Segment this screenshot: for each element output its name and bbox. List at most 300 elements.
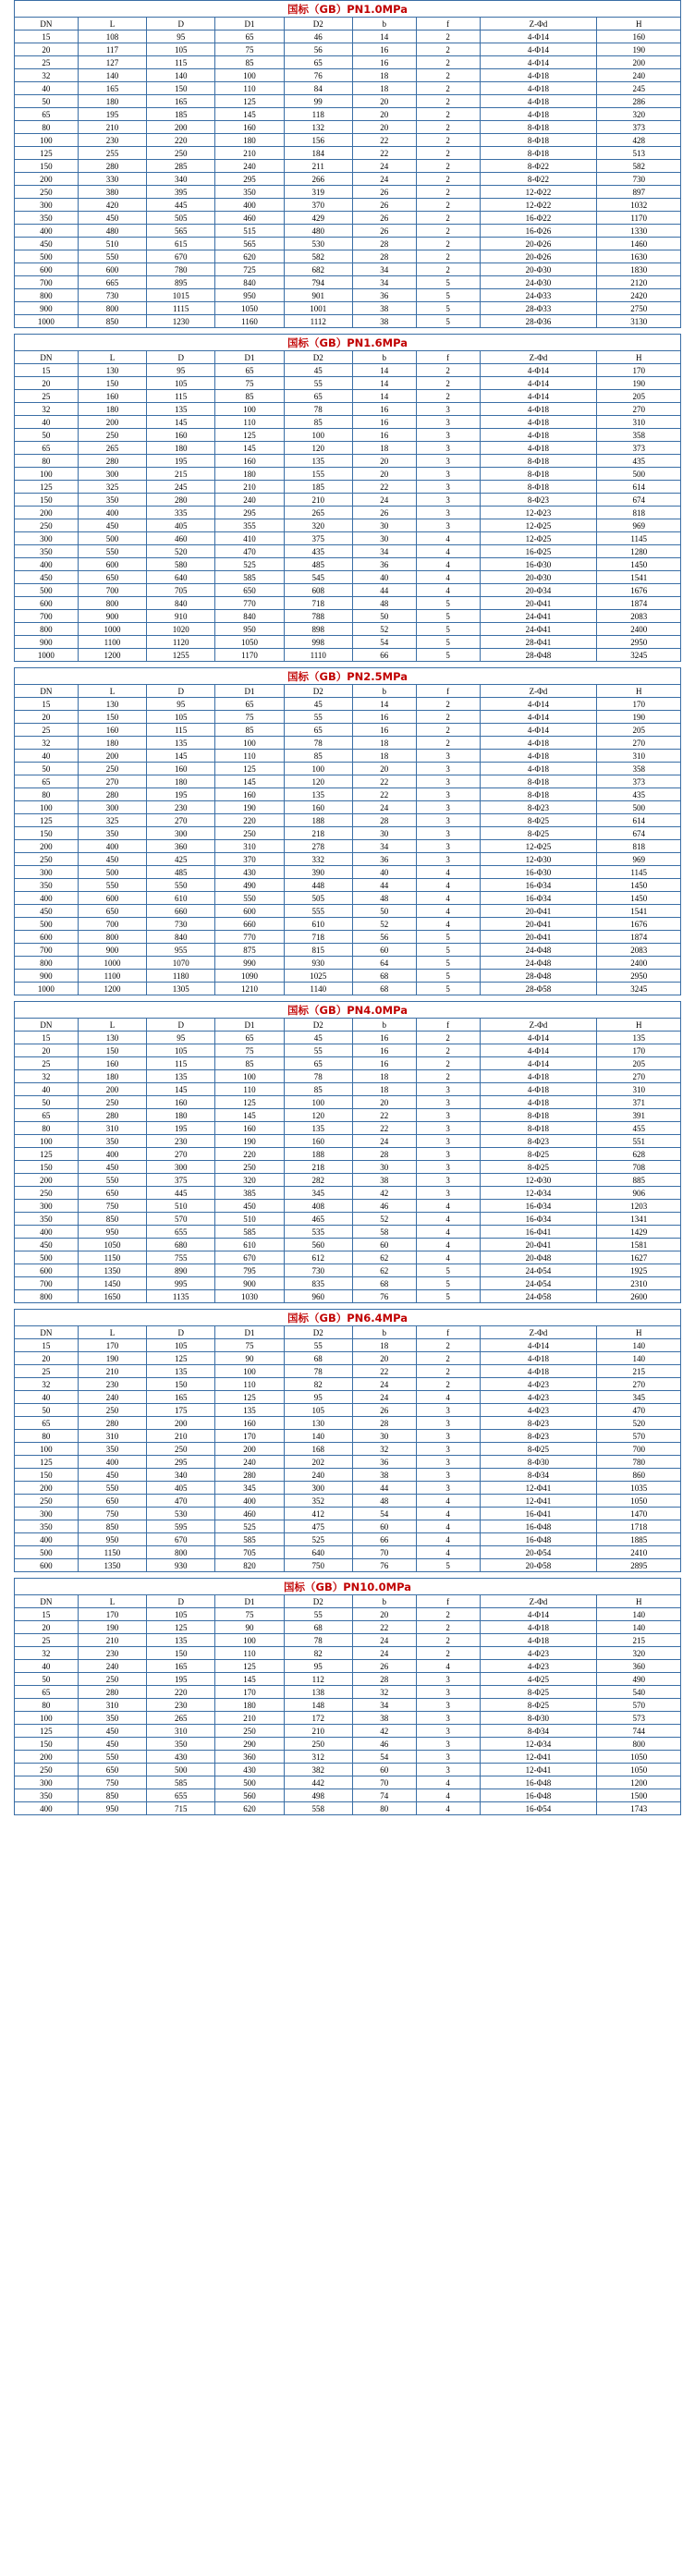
table-cell: 4 (416, 1508, 480, 1520)
table-cell: 85 (215, 1057, 284, 1070)
table-row (15, 250, 681, 263)
table-cell: 211 (284, 160, 352, 173)
table-cell: 560 (284, 1239, 352, 1251)
table-row (15, 788, 681, 801)
column-header: D2 (284, 18, 352, 31)
table-cell: 20 (352, 95, 416, 108)
table-cell: 901 (284, 289, 352, 302)
table-cell: 650 (78, 1764, 146, 1776)
table-cell: 1630 (597, 250, 681, 263)
table-cell: 950 (78, 1802, 146, 1815)
table-cell: 600 (15, 263, 79, 276)
table-cell: 25 (15, 724, 79, 737)
table-cell: 240 (215, 160, 284, 173)
table-cell: 818 (597, 840, 681, 853)
table-cell: 4 (416, 1226, 480, 1239)
table-title: 国标（GB）PN10.0MPa (15, 1579, 681, 1595)
table-cell: 210 (147, 1430, 215, 1443)
table-cell: 5 (416, 315, 480, 328)
table-cell: 4-Φ18 (480, 403, 597, 416)
table-cell: 655 (147, 1226, 215, 1239)
table-cell: 170 (597, 698, 681, 711)
table-cell: 1015 (147, 289, 215, 302)
table-cell: 350 (78, 827, 146, 840)
table-cell: 250 (147, 147, 215, 160)
table-cell: 168 (284, 1443, 352, 1456)
table-cell: 45 (284, 364, 352, 377)
table-cell: 460 (147, 532, 215, 545)
table-cell: 500 (15, 1251, 79, 1264)
table-cell: 550 (78, 1174, 146, 1187)
table-cell: 3 (416, 1083, 480, 1096)
table-cell: 2 (416, 82, 480, 95)
table-row (15, 1634, 681, 1647)
table-cell: 20 (15, 1352, 79, 1365)
table-cell: 950 (78, 1533, 146, 1546)
table-cell: 455 (597, 1122, 681, 1135)
table-cell: 2 (416, 698, 480, 711)
table-cell: 600 (78, 558, 146, 571)
table-title-row (15, 1002, 681, 1019)
table-cell: 215 (597, 1365, 681, 1378)
table-cell: 100 (15, 1135, 79, 1148)
table-cell: 20 (352, 455, 416, 468)
table-cell: 450 (215, 1200, 284, 1213)
table-cell: 910 (147, 610, 215, 623)
table-cell: 55 (284, 1339, 352, 1352)
table-cell: 375 (284, 532, 352, 545)
table-cell: 1885 (597, 1533, 681, 1546)
table-cell: 3 (416, 1417, 480, 1430)
table-cell: 200 (78, 750, 146, 763)
column-header: H (597, 1595, 681, 1608)
table-cell: 582 (284, 250, 352, 263)
table-cell: 320 (597, 1647, 681, 1660)
table-cell: 280 (78, 160, 146, 173)
table-cell: 4 (416, 1495, 480, 1508)
flange-table (14, 1309, 681, 1572)
table-cell: 3 (416, 763, 480, 775)
table-cell: 125 (15, 1148, 79, 1161)
table-cell: 4 (416, 584, 480, 597)
table-cell: 210 (284, 494, 352, 507)
table-cell: 150 (15, 827, 79, 840)
table-cell: 210 (215, 147, 284, 160)
table-cell: 640 (147, 571, 215, 584)
table-cell: 16 (352, 711, 416, 724)
table-cell: 2 (416, 1032, 480, 1044)
table-cell: 8-Φ23 (480, 1417, 597, 1430)
table-cell: 1203 (597, 1200, 681, 1213)
table-cell: 280 (78, 788, 146, 801)
table-cell: 1145 (597, 532, 681, 545)
table-cell: 65 (215, 698, 284, 711)
table-cell: 1718 (597, 1520, 681, 1533)
table-row (15, 1277, 681, 1290)
table-title-row (15, 1310, 681, 1326)
table-cell: 20-Φ41 (480, 905, 597, 918)
table-cell: 382 (284, 1764, 352, 1776)
table-cell: 28 (352, 1417, 416, 1430)
table-cell: 551 (597, 1135, 681, 1148)
table-cell: 12-Φ41 (480, 1482, 597, 1495)
table-cell: 380 (78, 186, 146, 199)
table-cell: 30 (352, 827, 416, 840)
table-cell: 650 (215, 584, 284, 597)
table-row (15, 584, 681, 597)
table-cell: 850 (78, 315, 146, 328)
column-header: D1 (215, 18, 284, 31)
table-cell: 5 (416, 957, 480, 970)
table-cell: 800 (78, 597, 146, 610)
table-cell: 5 (416, 276, 480, 289)
table-cell: 48 (352, 597, 416, 610)
table-cell: 40 (15, 416, 79, 429)
table-row (15, 545, 681, 558)
table-cell: 788 (284, 610, 352, 623)
table-cell: 20-Φ34 (480, 584, 597, 597)
table-row (15, 1404, 681, 1417)
table-cell: 550 (78, 545, 146, 558)
table-cell: 270 (147, 1148, 215, 1161)
table-cell: 5 (416, 1264, 480, 1277)
table-cell: 705 (215, 1546, 284, 1559)
table-row (15, 931, 681, 944)
table-cell: 105 (147, 377, 215, 390)
table-cell: 38 (352, 1712, 416, 1725)
table-cell: 4-Φ14 (480, 1339, 597, 1352)
table-cell: 50 (15, 1404, 79, 1417)
table-cell: 450 (78, 212, 146, 225)
table-cell: 840 (215, 276, 284, 289)
table-cell: 400 (78, 507, 146, 519)
table-cell: 620 (215, 250, 284, 263)
table-cell: 160 (147, 1096, 215, 1109)
table-cell: 65 (284, 724, 352, 737)
table-cell: 730 (78, 289, 146, 302)
table-cell: 200 (215, 1443, 284, 1456)
table-cell: 835 (284, 1277, 352, 1290)
table-row (15, 43, 681, 56)
table-cell: 4-Φ18 (480, 1365, 597, 1378)
table-cell: 4 (416, 1533, 480, 1546)
table-cell: 75 (215, 43, 284, 56)
table-row (15, 597, 681, 610)
table-cell: 40 (15, 82, 79, 95)
table-cell: 770 (215, 931, 284, 944)
table-cell: 270 (597, 403, 681, 416)
table-cell: 350 (78, 494, 146, 507)
table-cell: 1030 (215, 1290, 284, 1303)
table-row (15, 1469, 681, 1482)
table-cell: 400 (78, 1456, 146, 1469)
table-cell: 350 (78, 1443, 146, 1456)
table-cell: 15 (15, 364, 79, 377)
table-cell: 800 (597, 1738, 681, 1751)
table-cell: 165 (147, 1660, 215, 1673)
table-cell: 350 (15, 1789, 79, 1802)
table-cell: 12-Φ34 (480, 1738, 597, 1751)
table-cell: 38 (352, 1469, 416, 1482)
table-cell: 8-Φ18 (480, 134, 597, 147)
table-row (15, 1148, 681, 1161)
table-cell: 105 (147, 711, 215, 724)
table-cell: 150 (15, 1161, 79, 1174)
table-cell: 1050 (215, 636, 284, 649)
table-cell: 2 (416, 364, 480, 377)
table-cell: 200 (15, 173, 79, 186)
column-header: D (147, 1019, 215, 1032)
table-cell: 350 (78, 1712, 146, 1725)
table-cell: 3 (416, 429, 480, 442)
table-cell: 4 (416, 558, 480, 571)
table-cell: 75 (215, 711, 284, 724)
table-cell: 615 (147, 238, 215, 250)
table-row (15, 1070, 681, 1083)
table-cell: 190 (215, 801, 284, 814)
table-cell: 5 (416, 1277, 480, 1290)
table-cell: 24 (352, 1135, 416, 1148)
table-cell: 42 (352, 1187, 416, 1200)
table-cell: 2 (416, 1365, 480, 1378)
table-cell: 3 (416, 1456, 480, 1469)
table-cell: 8-Φ23 (480, 1430, 597, 1443)
table-cell: 20-Φ30 (480, 263, 597, 276)
table-cell: 95 (284, 1660, 352, 1673)
table-cell: 614 (597, 814, 681, 827)
table-cell: 395 (147, 186, 215, 199)
table-cell: 165 (78, 82, 146, 95)
table-cell: 485 (284, 558, 352, 571)
table-cell: 26 (352, 186, 416, 199)
table-row (15, 186, 681, 199)
table-cell: 200 (147, 1417, 215, 1430)
table-cell: 205 (597, 390, 681, 403)
table-cell: 520 (597, 1417, 681, 1430)
column-header: f (416, 18, 480, 31)
table-row (15, 1391, 681, 1404)
table-row (15, 56, 681, 69)
table-cell: 135 (147, 1070, 215, 1083)
table-cell: 125 (15, 1725, 79, 1738)
table-cell: 450 (78, 519, 146, 532)
table-row (15, 879, 681, 892)
table-cell: 700 (78, 918, 146, 931)
table-cell: 46 (352, 1200, 416, 1213)
table-cell: 250 (215, 827, 284, 840)
table-cell: 435 (284, 545, 352, 558)
table-row (15, 429, 681, 442)
table-cell: 670 (215, 1251, 284, 1264)
table-cell: 85 (215, 56, 284, 69)
table-cell: 300 (15, 1776, 79, 1789)
table-cell: 550 (215, 892, 284, 905)
table-cell: 375 (147, 1174, 215, 1187)
table-row (15, 108, 681, 121)
table-cell: 210 (215, 1712, 284, 1725)
table-cell: 3 (416, 1469, 480, 1482)
table-cell: 28-Φ48 (480, 649, 597, 662)
table-cell: 184 (284, 147, 352, 160)
table-cell: 99 (284, 95, 352, 108)
table-cell: 612 (284, 1251, 352, 1264)
table-cell: 4-Φ14 (480, 377, 597, 390)
table-cell: 385 (215, 1187, 284, 1200)
table-row (15, 1226, 681, 1239)
table-cell: 210 (284, 1725, 352, 1738)
table-cell: 1210 (215, 983, 284, 995)
table-cell: 1874 (597, 597, 681, 610)
table-cell: 132 (284, 121, 352, 134)
table-cell: 28 (352, 1673, 416, 1686)
table-cell: 195 (147, 455, 215, 468)
table-cell: 266 (284, 173, 352, 186)
table-cell: 530 (147, 1508, 215, 1520)
table-cell: 505 (147, 212, 215, 225)
table-cell: 45 (284, 1032, 352, 1044)
table-cell: 5 (416, 597, 480, 610)
table-cell: 345 (284, 1187, 352, 1200)
table-cell: 4 (416, 1776, 480, 1789)
table-cell: 2 (416, 1621, 480, 1634)
table-cell: 500 (15, 918, 79, 931)
table-cell: 46 (352, 1738, 416, 1751)
table-cell: 30 (352, 1161, 416, 1174)
table-cell: 110 (215, 1083, 284, 1096)
table-cell: 555 (284, 905, 352, 918)
table-cell: 600 (78, 892, 146, 905)
table-cell: 2 (416, 1378, 480, 1391)
table-row (15, 905, 681, 918)
table-row (15, 1365, 681, 1378)
table-row (15, 1122, 681, 1135)
table-cell: 8-Φ25 (480, 814, 597, 827)
table-cell: 4 (416, 1660, 480, 1673)
table-cell: 55 (284, 377, 352, 390)
table-cell: 220 (147, 134, 215, 147)
table-cell: 120 (284, 442, 352, 455)
table-cell: 500 (78, 866, 146, 879)
table-cell: 188 (284, 1148, 352, 1161)
table-cell: 300 (147, 827, 215, 840)
table-row (15, 1057, 681, 1070)
table-cell: 8-Φ25 (480, 827, 597, 840)
table-cell: 500 (597, 801, 681, 814)
flange-table-section (14, 334, 681, 662)
table-cell: 50 (15, 1673, 79, 1686)
table-cell: 25 (15, 390, 79, 403)
table-cell: 145 (215, 775, 284, 788)
table-cell: 582 (597, 160, 681, 173)
table-cell: 1160 (215, 315, 284, 328)
table-cell: 300 (147, 1161, 215, 1174)
table-cell: 898 (284, 623, 352, 636)
table-cell: 371 (597, 1096, 681, 1109)
table-cell: 2 (416, 31, 480, 43)
table-cell: 32 (352, 1443, 416, 1456)
table-cell: 1230 (147, 315, 215, 328)
table-cell: 20-Φ58 (480, 1559, 597, 1572)
table-cell: 640 (284, 1546, 352, 1559)
table-cell: 3 (416, 853, 480, 866)
table-cell: 80 (352, 1802, 416, 1815)
table-cell: 500 (215, 1776, 284, 1789)
table-cell: 400 (15, 1533, 79, 1546)
table-cell: 100 (15, 134, 79, 147)
table-cell: 150 (147, 82, 215, 95)
table-cell: 295 (215, 507, 284, 519)
table-cell: 1330 (597, 225, 681, 238)
table-row (15, 1559, 681, 1572)
table-row (15, 31, 681, 43)
table-cell: 4-Φ14 (480, 1608, 597, 1621)
table-cell: 500 (15, 584, 79, 597)
table-cell: 180 (78, 95, 146, 108)
table-cell: 350 (147, 1738, 215, 1751)
table-cell: 100 (15, 1443, 79, 1456)
table-cell: 725 (215, 263, 284, 276)
table-cell: 60 (352, 1239, 416, 1251)
table-cell: 95 (147, 31, 215, 43)
table-cell: 24 (352, 1647, 416, 1660)
table-cell: 535 (284, 1226, 352, 1239)
table-cell: 85 (215, 390, 284, 403)
table-cell: 34 (352, 840, 416, 853)
table-row (15, 1290, 681, 1303)
table-cell: 930 (147, 1559, 215, 1572)
table-cell: 85 (284, 750, 352, 763)
table-cell: 620 (215, 1802, 284, 1815)
table-cell: 5 (416, 1290, 480, 1303)
table-cell: 220 (215, 1148, 284, 1161)
table-cell: 50 (15, 1096, 79, 1109)
table-cell: 4 (416, 892, 480, 905)
table-cell: 108 (78, 31, 146, 43)
table-cell: 500 (597, 468, 681, 481)
column-header: L (78, 685, 146, 698)
table-cell: 100 (15, 468, 79, 481)
table-cell: 20 (352, 1352, 416, 1365)
column-header: Z-Φd (480, 685, 597, 698)
table-cell: 3 (416, 750, 480, 763)
table-row (15, 1339, 681, 1352)
table-cell: 250 (78, 429, 146, 442)
table-cell: 540 (597, 1686, 681, 1699)
table-cell: 3130 (597, 315, 681, 328)
table-cell: 250 (15, 519, 79, 532)
table-cell: 840 (215, 610, 284, 623)
table-cell: 28-Φ33 (480, 302, 597, 315)
column-header: H (597, 1019, 681, 1032)
table-cell: 3 (416, 1135, 480, 1148)
table-cell: 265 (147, 1712, 215, 1725)
table-cell: 5 (416, 944, 480, 957)
table-cell: 450 (15, 905, 79, 918)
table-cell: 2 (416, 1634, 480, 1647)
table-cell: 100 (215, 69, 284, 82)
table-cell: 490 (597, 1673, 681, 1686)
table-cell: 112 (284, 1673, 352, 1686)
table-cell: 145 (215, 442, 284, 455)
table-cell: 12-Φ22 (480, 199, 597, 212)
table-cell: 140 (597, 1339, 681, 1352)
table-cell: 180 (215, 1699, 284, 1712)
table-cell: 1450 (597, 558, 681, 571)
table-cell: 400 (215, 1495, 284, 1508)
table-cell: 4-Φ18 (480, 429, 597, 442)
table-cell: 850 (78, 1520, 146, 1533)
table-cell: 1050 (78, 1239, 146, 1251)
